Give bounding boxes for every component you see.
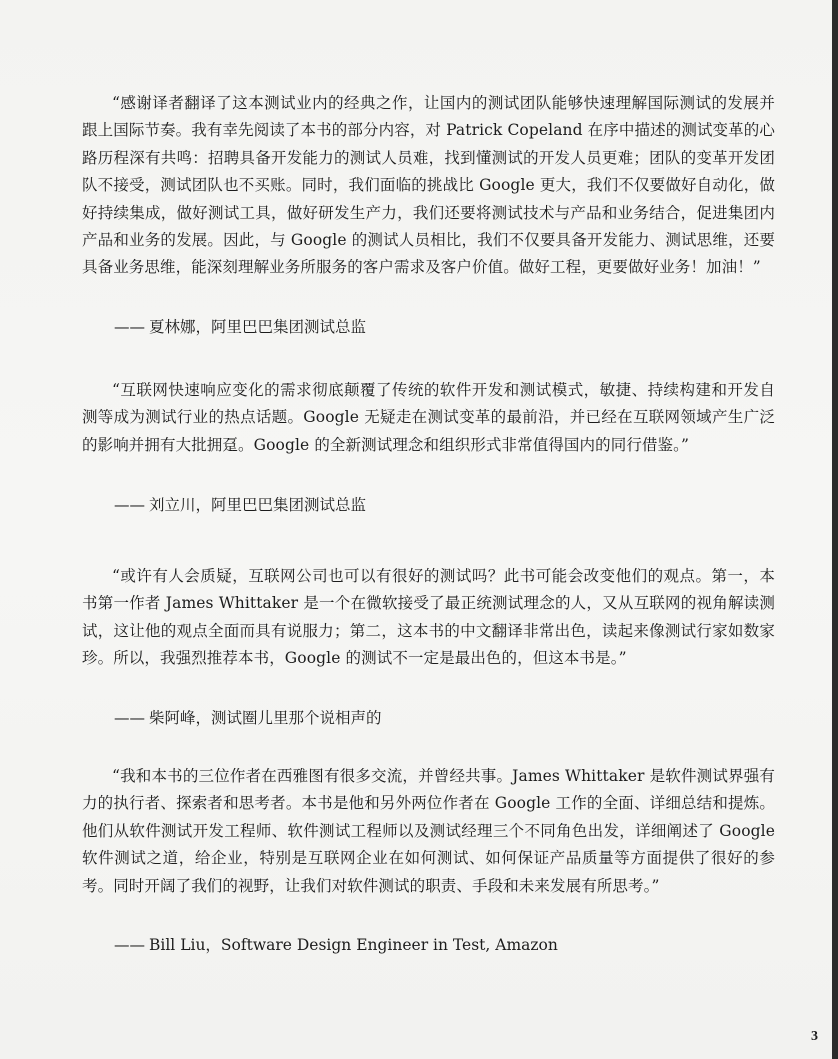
page-number: 3 [811, 1029, 818, 1044]
quote-paragraph: “或许有人会质疑，互联网公司也可以有很好的测试吗？此书可能会改变他们的观点。第一，本书第一作者 James Whittaker 是一个在微软接受了最正统测试理念的人，又从互联网的视角解读测试，这让他的观点全面而具有说服力；第二，这本书的中文翻译非常出色，读起来像测试行家如数家珍。所以，我强烈推荐本书，Google 的测试不一定是最出色的，但这本书是。” [82, 567, 775, 668]
quote-attribution [114, 934, 558, 956]
page-edge-bar [832, 0, 838, 1059]
attribution-name: 夏林娜，阿里巴巴集团测试总监 [149, 318, 367, 336]
attribution-name: 柴阿峰，测试圈儿里那个说相声的 [149, 709, 382, 727]
attribution-dash: —— [114, 496, 145, 514]
quote-paragraph: “我和本书的三位作者在西雅图有很多交流，并曾经共事。James Whittaker 是软件测试界强有力的执行者、探索者和思考者。本书是他和另外两位作者在 Google 工作的全面、详细总结和提炼。他们从软件测试开发工程师、软件测试工程师以及测试经理三个不同角色出发，详细阐述了 Google 软件测试之道，给企业，特别是互联网企业在如何测试、如何保证产品质量等方面提供了很好的参考。同时开阔了我们的视野，让我们对软件测试的职责、手段和未来发展有所思考。” [82, 767, 775, 895]
quote-paragraph: “感谢译者翻译了这本测试业内的经典之作，让国内的测试团队能够快速理解国际测试的发展并跟上国际节奏。我有幸先阅读了本书的部分内容，对 Patrick Copeland 在序中描述的测试变革的心路历程深有共鸣：招聘具备开发能力的测试人员难，找到懂测试的开发人员更难；团队的变革开发团队不接受，测试团队也不买账。同时，我们面临的挑战比 Google 更大，我们不仅要做好自动化，做好持续集成，做好测试工具，做好研发生产力，我们还要将测试技术与产品和业务结合，促进集团内产品和业务的发展。因此，与 Google 的测试人员相比，我们不仅要具备开发能力、测试思维，还要具备业务思维，能深刻理解业务所服务的客户需求及客户价值。做好工程，更要做好业务！加油！” [82, 94, 775, 277]
attribution-dash: —— [114, 709, 145, 727]
quote-attribution [114, 494, 366, 516]
quote-paragraph: “互联网快速响应变化的需求彻底颠覆了传统的软件开发和测试模式，敏捷、持续构建和开发自测等成为测试行业的热点话题。Google 无疑走在测试变革的最前沿，并已经在互联网领域产生广泛的影响并拥有大批拥趸。Google 的全新测试理念和组织形式非常值得国内的同行借鉴。” [82, 381, 775, 454]
quote-attribution [114, 707, 382, 729]
attribution-dash: —— [114, 936, 145, 954]
quote-attribution [114, 316, 366, 338]
attribution-name: Bill Liu，Software Design Engineer in Test, Amazon [149, 936, 558, 954]
attribution-dash: —— [114, 318, 145, 336]
attribution-name: 刘立川，阿里巴巴集团测试总监 [149, 496, 367, 514]
